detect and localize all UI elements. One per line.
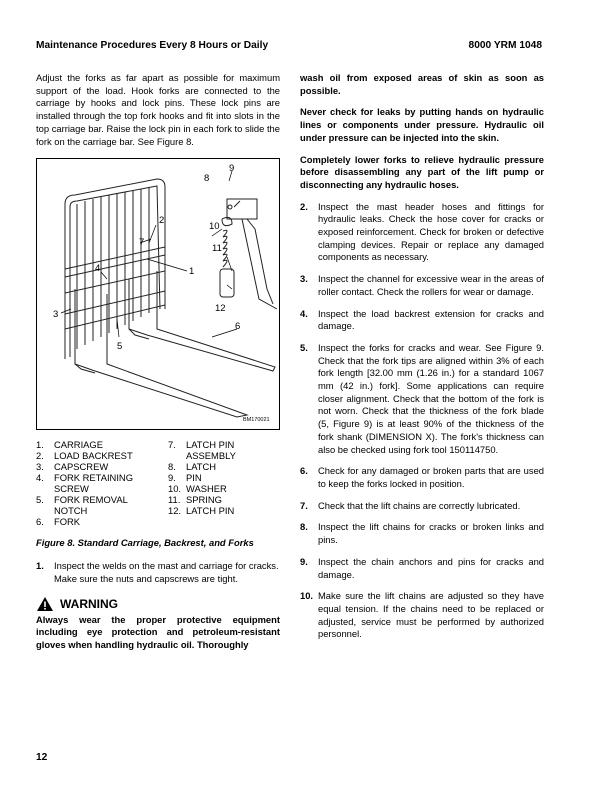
callout-4: 4 bbox=[95, 263, 101, 275]
header-right: 8000 YRM 1048 bbox=[468, 40, 542, 51]
legend-number: 2. bbox=[36, 450, 44, 462]
callout-6: 6 bbox=[235, 321, 241, 333]
legend-label: SCREW bbox=[54, 483, 89, 495]
figure-8 bbox=[36, 158, 280, 430]
list-item: 6. Check for any damaged or broken parts that are used to keep the forks locked in position. bbox=[300, 465, 544, 489]
figure-caption: Figure 8. Standard Carriage, Backrest, and Forks bbox=[36, 537, 254, 549]
legend-label: SPRING bbox=[186, 494, 222, 506]
callout-7: 7 bbox=[139, 237, 145, 249]
callout-3: 3 bbox=[53, 309, 59, 321]
legend-number: 9. bbox=[168, 472, 176, 484]
list-item: 8. Inspect the lift chains for cracks or broken links and pins. bbox=[300, 521, 544, 546]
legend-number: 10. bbox=[168, 483, 182, 495]
header-left: Maintenance Procedures Every 8 Hours or Daily bbox=[36, 40, 269, 51]
callout-5: 5 bbox=[117, 341, 123, 353]
list-item: 7. Check that the lift chains are correctly lubricated. bbox=[300, 499, 521, 511]
leak-warning: Never check for leaks by putting hands on hydraulic lines or components under pressure. Hydraulic oil under pressure can be injected into the skin. bbox=[300, 106, 544, 143]
callout-8: 8 bbox=[204, 173, 210, 185]
intro-paragraph: Adjust the forks as far apart as possible for maximum support of the load. Hook forks are connected to the carriage by hooks and lock pins. These lock pins are installed through the top fork hooks and fit into slots in the top carriage bar. Raise the lock pin in each fork to slide the fork on the carriage bar. See Figure 8. bbox=[36, 72, 280, 147]
right-column bbox=[300, 72, 544, 650]
warning-block bbox=[36, 596, 280, 652]
callout-10: 10 bbox=[209, 221, 220, 233]
legend-label: CARRIAGE bbox=[54, 439, 103, 451]
legend-number: 11. bbox=[168, 494, 181, 506]
callout-2: 2 bbox=[159, 215, 165, 227]
figure-code: BM170021 bbox=[243, 417, 270, 424]
legend-number: 8. bbox=[168, 461, 176, 473]
step-list-left bbox=[36, 560, 280, 585]
carriage-illustration bbox=[37, 159, 279, 429]
legend-label: FORK REMOVAL bbox=[54, 494, 128, 506]
legend-label: CAPSCREW bbox=[54, 461, 109, 473]
legend-label: FORK RETAINING bbox=[54, 472, 133, 484]
legend-number: 6. bbox=[36, 516, 44, 528]
legend-label: ASSEMBLY bbox=[186, 450, 236, 462]
list-item: 4. Inspect the load backrest extension for cracks and damage. bbox=[300, 307, 544, 332]
list-item: 3. Inspect the channel for excessive wear in the areas of roller contact. Check the rollers for wear or damage. bbox=[300, 273, 544, 297]
callout-1: 1 bbox=[189, 266, 195, 278]
legend-label: WASHER bbox=[186, 483, 227, 495]
left-column bbox=[36, 72, 280, 652]
list-item: 10. Make sure the lift chains are adjusted so they have equal tension. If the chains need to be replaced or adjusted, service must be performed by authorized personnel. bbox=[300, 590, 544, 640]
page-number: 12 bbox=[36, 752, 48, 763]
legend-label: LATCH PIN bbox=[186, 439, 235, 451]
list-item: 9. Inspect the chain anchors and pins for cracks and damage. bbox=[300, 555, 544, 580]
warning-triangle-icon bbox=[36, 596, 54, 612]
warning-continued: wash oil from exposed areas of skin as soon as possible. bbox=[300, 72, 544, 96]
callout-12: 12 bbox=[215, 303, 226, 315]
list-item: 1. Inspect the welds on the mast and carriage for cracks. Make sure the nuts and capscrews are tight. bbox=[36, 560, 279, 584]
legend-label: PIN bbox=[186, 472, 202, 484]
legend-number: 3. bbox=[36, 461, 44, 473]
pressure-warning: Completely lower forks to relieve hydraulic pressure before disassembling any part of the lift pump or disconnecting any hydraulic hoses. bbox=[300, 153, 544, 190]
list-item: 5. Inspect the forks for cracks and wear. See Figure 9. Check that the fork tips are aligned within 3% of each fork length [32.00 mm (1.26 in.) for a standard 1067 mm (42 in.) fork]. Some applications can require closer alignment. Check that the bottom of the fork is not worn. Check that the thickness of the fork blade (5, Figure 9) is at least 90% of the thickness of the fork shank (DIMENSION X). The fork's thickness can also be checked using fork tool 150114750. bbox=[300, 341, 544, 455]
legend-label: LOAD BACKREST bbox=[54, 450, 133, 462]
legend-number: 1. bbox=[36, 439, 44, 451]
legend-number: 5. bbox=[36, 494, 44, 506]
callout-9: 9 bbox=[229, 163, 235, 175]
legend-number: 4. bbox=[36, 472, 44, 484]
legend-label: LATCH bbox=[186, 461, 217, 473]
list-item: 2. Inspect the mast header hoses and fittings for hydraulic leaks. Check the hose cover for cracks or exposed reinforcement. Check for broken or defective clamping devices. Repair or replace any damaged components as necessary. bbox=[300, 200, 544, 263]
warning-title: WARNING bbox=[60, 596, 118, 611]
figure-legend bbox=[36, 439, 280, 529]
warning-text: Always wear the proper protective equipment including eye protection and petroleum-resistant gloves when handling hydraulic oil. Thoroughly bbox=[36, 613, 280, 651]
legend-number: 7. bbox=[168, 439, 176, 451]
legend-label: FORK bbox=[54, 516, 81, 528]
callout-11: 11 bbox=[212, 243, 222, 255]
legend-number: 12. bbox=[168, 505, 182, 517]
step-list-right bbox=[300, 201, 544, 641]
legend-label: LATCH PIN bbox=[186, 505, 235, 517]
legend-label: NOTCH bbox=[54, 505, 88, 517]
